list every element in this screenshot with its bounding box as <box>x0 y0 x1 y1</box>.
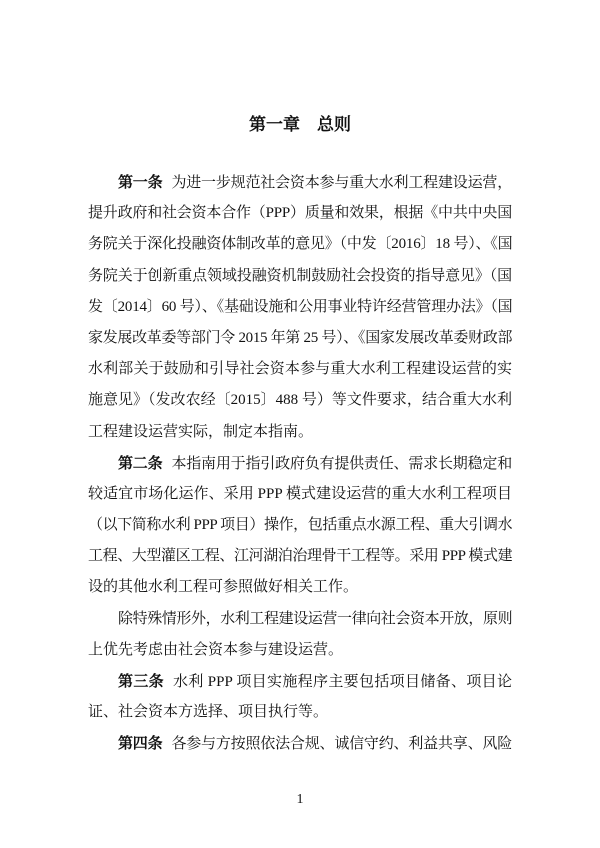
article-4-paragraph <box>88 728 512 759</box>
paragraph-line: （以下简称水利 PPP 项目）操作，包括重点水源工程、重大引调水 <box>88 517 512 534</box>
paragraph-line <box>88 448 512 479</box>
chapter-title: 第一章 总则 <box>249 115 351 135</box>
paragraph-line: 施意见》（发改农经〔2015〕488 号）等文件要求，结合重大水利 <box>88 392 512 409</box>
paragraph-line: 上优先考虑由社会资本参与建设运营。 <box>88 641 344 658</box>
paragraph-line: 提升政府和社会资本合作（PPP）质量和效果，根据《中共中央国 <box>88 205 512 222</box>
paragraph-line: 家发展改革委等部门令 2015 年第 25 号）、《国家发展改革委财政部 <box>88 329 512 346</box>
paragraph-line: 水利部关于鼓励和引导社会资本参与重大水利工程建设运营的实 <box>88 361 512 378</box>
article-label: 第二条 <box>118 453 163 472</box>
article-label: 第四条 <box>118 734 163 753</box>
body-text <box>88 167 512 760</box>
paragraph-line: 发〔2014〕60 号）、《基础设施和公用事业特许经营管理办法》（国 <box>88 298 512 315</box>
line-text: 本指南用于指引政府负有提供责任、需求长期稳定和 <box>171 455 512 472</box>
paragraph-line: 除特殊情形外，水利工程建设运营一律向社会资本开放，原则 <box>118 610 512 627</box>
paragraph-line: 工程、大型灌区工程、江河湖泊治理骨干工程等。采用 PPP 模式建 <box>88 548 512 565</box>
article-label: 第三条 <box>118 672 165 690</box>
article-3-paragraph <box>88 666 512 728</box>
paragraph-line <box>88 728 512 759</box>
paragraph-line: 较适宜市场化运作、采用 PPP 模式建设运营的重大水利工程项目 <box>88 485 512 502</box>
paragraph-line: 设的其他水利工程可参照做好相关工作。 <box>88 579 359 596</box>
line-text: 水利 PPP 项目实施程序主要包括项目储备、项目论 <box>173 674 512 690</box>
paragraph-line: 工程建设运营实际，制定本指南。 <box>88 423 314 440</box>
article-label: 第一条 <box>118 173 163 191</box>
paragraph-line <box>88 167 512 198</box>
article-2-paragraph <box>88 448 512 604</box>
exception-paragraph <box>88 604 512 666</box>
article-1-paragraph <box>88 167 512 448</box>
line-text: 各参与方按照依法合规、诚信守约、利益共享、风险 <box>171 736 512 753</box>
paragraph-line: 务院关于深化投融资体制改革的意见》（中发〔2016〕18 号）、《国 <box>88 236 512 253</box>
paragraph-line: 证、社会资本方选择、项目执行等。 <box>88 704 329 721</box>
paragraph-line: 务院关于创新重点领域投融资机制鼓励社会投资的指导意见》（国 <box>88 267 512 284</box>
line-text: 为进一步规范社会资本参与重大水利工程建设运营， <box>171 175 512 191</box>
paragraph-line <box>88 666 512 697</box>
page-number: 1 <box>296 792 304 807</box>
